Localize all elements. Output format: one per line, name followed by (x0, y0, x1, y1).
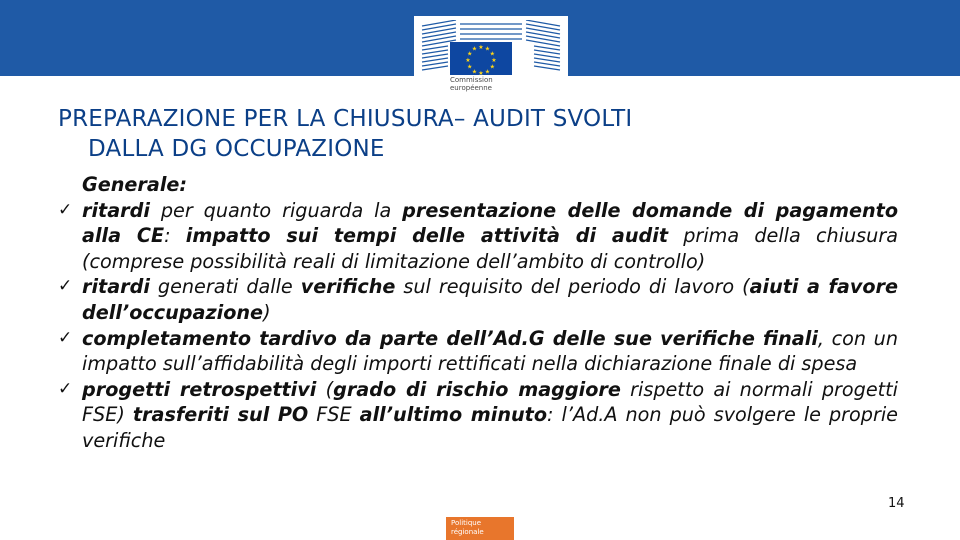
check-icon: ✓ (58, 276, 73, 297)
bullet-text-segment: progetti retrospettivi (82, 377, 317, 401)
bullet-text-segment: ( (316, 377, 334, 401)
bullet-text-segment: , con un impatto sull’affidabilità degli importi rettificati nella dichiarazione finale di spesa (82, 326, 899, 376)
svg-text:★: ★ (478, 70, 484, 75)
svg-text:★: ★ (478, 44, 484, 51)
footer-badge (446, 517, 514, 540)
bullet-text-segment: grado di rischio maggiore (333, 377, 621, 401)
check-icon: ✓ (58, 378, 73, 399)
svg-text:★: ★ (484, 45, 491, 53)
bullet-text-segment: all’ultimo minuto (359, 403, 548, 427)
bullet-item (58, 198, 898, 275)
svg-text:★: ★ (471, 45, 478, 53)
bullet-text-segment: aiuti a favore dell’occupazione (82, 275, 899, 324)
bullet-text-segment: ) (263, 300, 271, 324)
title-line-1: PREPARAZIONE PER LA CHIUSURA– AUDIT SVOLTI (58, 106, 633, 132)
eu-stars-icon (450, 42, 512, 75)
svg-text:★: ★ (484, 68, 491, 75)
bullet-text-segment: : (164, 224, 186, 248)
bullet-text-segment: presentazione delle domande di pagamento alla CE (82, 198, 898, 248)
bullet-item (58, 326, 898, 377)
intro-label: Generale: (82, 173, 188, 196)
bullet-text-segment: trasferiti sul PO (132, 403, 309, 427)
bullet-list (58, 198, 898, 454)
svg-text:★: ★ (467, 63, 473, 71)
bullet-text-segment: : l’Ad.A non può svolgere le proprie verifiche (82, 403, 898, 452)
check-icon: ✓ (58, 327, 73, 348)
bullet-item (58, 377, 898, 454)
svg-text:★: ★ (465, 57, 471, 64)
bullet-text-segment: FSE (308, 403, 360, 427)
bullet-text-segment: verifiche (300, 275, 396, 299)
bullet-item (58, 274, 898, 325)
bullet-text-segment: impatto sui tempi delle attività di audit (185, 224, 669, 248)
svg-text:★: ★ (489, 63, 495, 71)
bullet-text-segment: prima della chiusura (comprese possibilità reali di limitazione dell’ambito di controllo) (82, 224, 898, 273)
title-line-2: DALLA DG OCCUPAZIONE (88, 136, 385, 162)
bullet-text-segment: sul requisito del periodo di lavoro ( (395, 275, 750, 299)
bullet-text-segment: completamento tardivo da parte dell’Ad.G delle sue verifiche finali (82, 326, 818, 350)
check-icon: ✓ (58, 199, 73, 220)
bullet-text-segment: generati dalle (149, 275, 301, 299)
slide-content (58, 172, 898, 454)
svg-text:★: ★ (467, 50, 473, 58)
ec-logo (414, 16, 568, 98)
bullet-text-segment: ritardi (82, 198, 150, 222)
svg-text:★: ★ (471, 68, 478, 75)
bullet-text-segment: rispetto ai normali progetti FSE) (82, 377, 898, 427)
svg-text:★: ★ (491, 57, 497, 64)
eu-flag-icon (450, 42, 512, 75)
bullet-text-segment: ritardi (82, 275, 150, 299)
logo-text: Commission européenne (450, 76, 493, 92)
footer-label: Politique régionale (451, 519, 484, 536)
svg-text:★: ★ (489, 50, 495, 58)
page-number: 14 (888, 496, 905, 511)
slide-title (58, 104, 918, 164)
bullet-text-segment: per quanto riguarda la (149, 198, 403, 222)
